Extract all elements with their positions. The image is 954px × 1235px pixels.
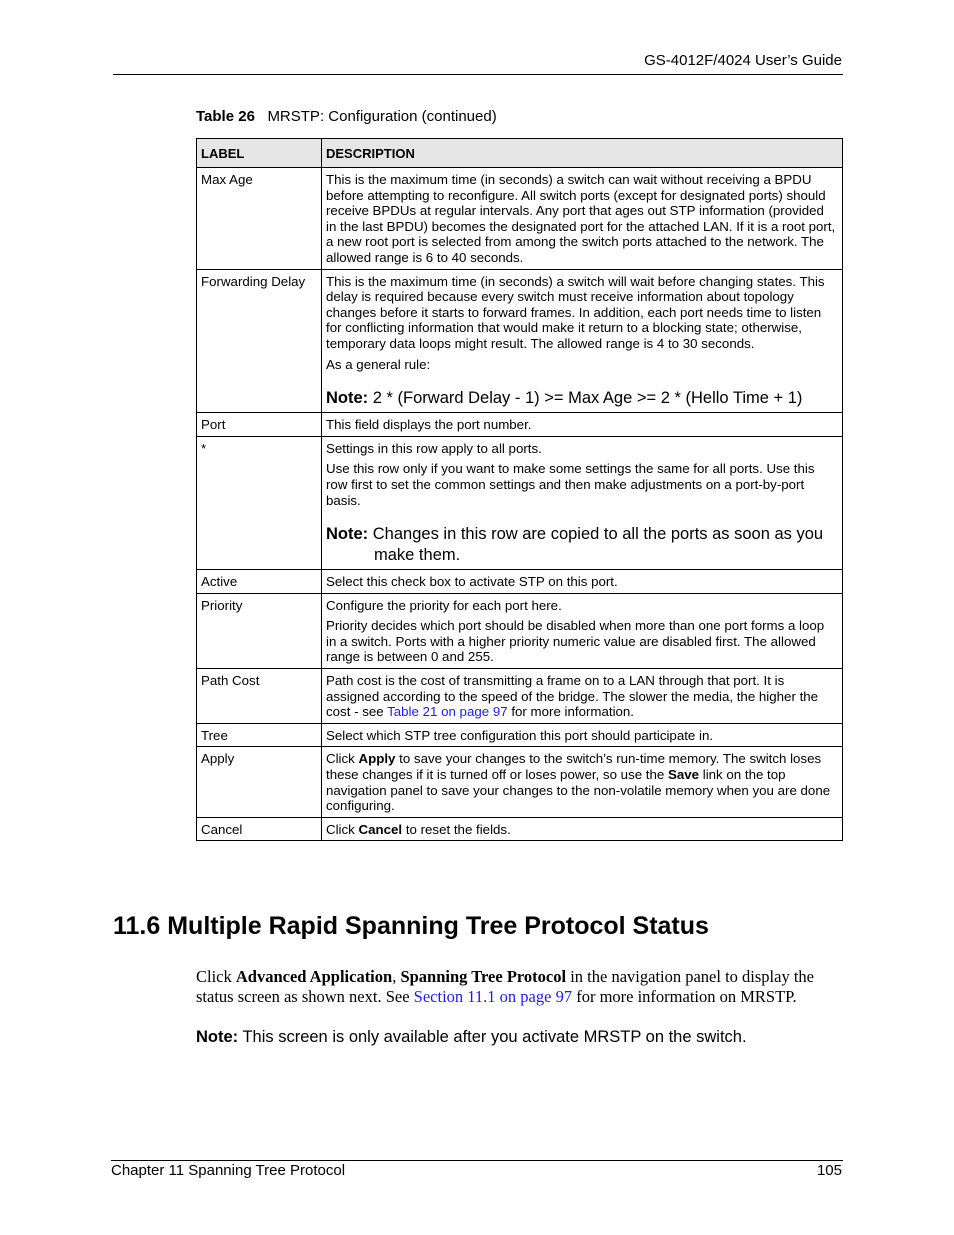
row-label: Max Age (197, 168, 322, 270)
text-run-bold: Advanced Application (235, 967, 393, 986)
table-row (197, 593, 843, 668)
text-run-bold: Apply (358, 751, 396, 767)
row-label: Port (197, 413, 322, 437)
description-text: Select this check box to activate STP on this port. (326, 574, 618, 590)
text-run: to reset the fields. (402, 821, 511, 837)
description-text: Configure the priority for each port here. (326, 597, 562, 613)
table-row (197, 269, 843, 413)
text-run: to save your changes to the switch’s run-time memory. The switch loses these changes if it is turned off or loses power, so use the (326, 751, 822, 783)
text-run: Click (326, 821, 359, 837)
table-row (197, 723, 843, 747)
description-text (326, 673, 837, 720)
col-header-description: DESCRIPTION (322, 139, 843, 168)
note-text: 2 * (Forward Delay - 1) >= Max Age >= 2 * (Hello Time + 1) (372, 389, 803, 408)
table-row (197, 570, 843, 594)
row-description (322, 413, 843, 437)
text-run-bold: Save (667, 767, 700, 783)
section-11-1-link[interactable]: Section 11.1 on page 97 (413, 987, 573, 1006)
text-run-bold: Cancel (358, 821, 403, 837)
description-text: Use this row only if you want to make some settings the same for all ports. Use this row first to set the common settings and then make adjustments on a port-by-port basis. (326, 461, 815, 508)
note-text: This screen is only available after you activate MRSTP on the switch. (238, 1028, 747, 1046)
text-run: , (392, 967, 401, 986)
row-label: Forwarding Delay (197, 269, 322, 413)
note-label: Note: (326, 525, 369, 544)
row-description (322, 723, 843, 747)
header-rule (113, 74, 843, 75)
row-description (322, 436, 843, 569)
footer-rule (111, 1160, 843, 1161)
text-run: Click (196, 967, 236, 986)
row-label: Apply (197, 747, 322, 817)
footer-page-number: 105 (816, 1162, 842, 1179)
row-label: Active (197, 570, 322, 594)
row-description (322, 168, 843, 270)
note (326, 388, 837, 409)
row-description (322, 669, 843, 724)
note-label: Note: (196, 1028, 239, 1046)
description-text: This is the maximum time (in seconds) a switch will wait before changing states. This delay is required because every switch must receive information about topology changes before it starts to forward frames. In addition, each port needs time to listen for conflicting information that would make it return to a blocking state; otherwise, temporary data loops might result. The allowed range is 4 to 30 seconds. (326, 273, 825, 351)
description-text (326, 822, 837, 838)
text-run-bold: Spanning Tree Protocol (400, 967, 567, 986)
row-description (322, 570, 843, 594)
row-description (322, 593, 843, 668)
table-caption-text: MRSTP: Configuration (continued) (267, 108, 497, 125)
table-row (197, 168, 843, 270)
table-header-row (197, 139, 843, 168)
description-text (326, 751, 837, 813)
text-run: for more information on MRSTP. (572, 987, 797, 1006)
text-run: for more information. (507, 704, 635, 720)
description-text: Settings in this row apply to all ports. (326, 440, 542, 456)
header-title: GS-4012F/4024 User’s Guide (644, 52, 842, 69)
table-caption-label: Table 26 (196, 108, 255, 125)
note-label: Note: (326, 389, 369, 408)
col-header-label: LABEL (197, 139, 322, 168)
mrstp-config-table (196, 138, 843, 841)
description-text: This is the maximum time (in seconds) a switch can wait without receiving a BPDU before attempting to reconfigure. All switch ports (except for designated ports) should receive BPDUs at regular intervals. Any port that ages out STP information (provided in the last BPDU) becomes the designated port for the attached LAN. If it is a root port, a new root port is selected from among the switch ports attached to the network. The allowed range is 6 to 40 seconds. (326, 172, 836, 265)
section-body (196, 967, 846, 1007)
text-run: Click (326, 751, 359, 767)
row-label: * (197, 436, 322, 569)
row-label: Priority (197, 593, 322, 668)
section-title: 11.6 Multiple Rapid Spanning Tree Protocol Status (113, 912, 709, 940)
table-row (197, 669, 843, 724)
footer-chapter: Chapter 11 Spanning Tree Protocol (111, 1162, 346, 1179)
row-label: Cancel (197, 817, 322, 841)
section-note (196, 1028, 747, 1047)
table-row (197, 747, 843, 817)
table-row (197, 817, 843, 841)
row-label: Tree (197, 723, 322, 747)
row-description (322, 817, 843, 841)
note (326, 524, 837, 566)
text-run: Path cost is the cost of transmitting a frame on to a LAN through that port. It is assigned according to the speed of the bridge. The slower the media, the higher the cost - see (326, 673, 819, 720)
description-text: Priority decides which port should be disabled when more than one port forms a loop in a switch. Ports with a higher priority numeric value are disabled first. The allowed range is between 0 and 255. (326, 618, 825, 665)
description-text: As a general rule: (326, 356, 431, 372)
table-caption (196, 108, 497, 125)
row-description (322, 747, 843, 817)
description-text: Select which STP tree configuration this port should participate in. (326, 727, 714, 743)
text-run: link on the top navigation panel to save your changes to the non-volatile memory when you are done configuring. (326, 767, 831, 814)
row-label: Path Cost (197, 669, 322, 724)
table-row (197, 413, 843, 437)
row-description (322, 269, 843, 413)
text-run: in the navigation panel to display the status screen as shown next. See (196, 967, 814, 1006)
note-text: Changes in this row are copied to all the ports as soon as you make them. (372, 525, 824, 565)
table-21-link[interactable]: Table 21 on page 97 (387, 704, 508, 720)
description-text: This field displays the port number. (326, 417, 532, 433)
table-row (197, 436, 843, 569)
